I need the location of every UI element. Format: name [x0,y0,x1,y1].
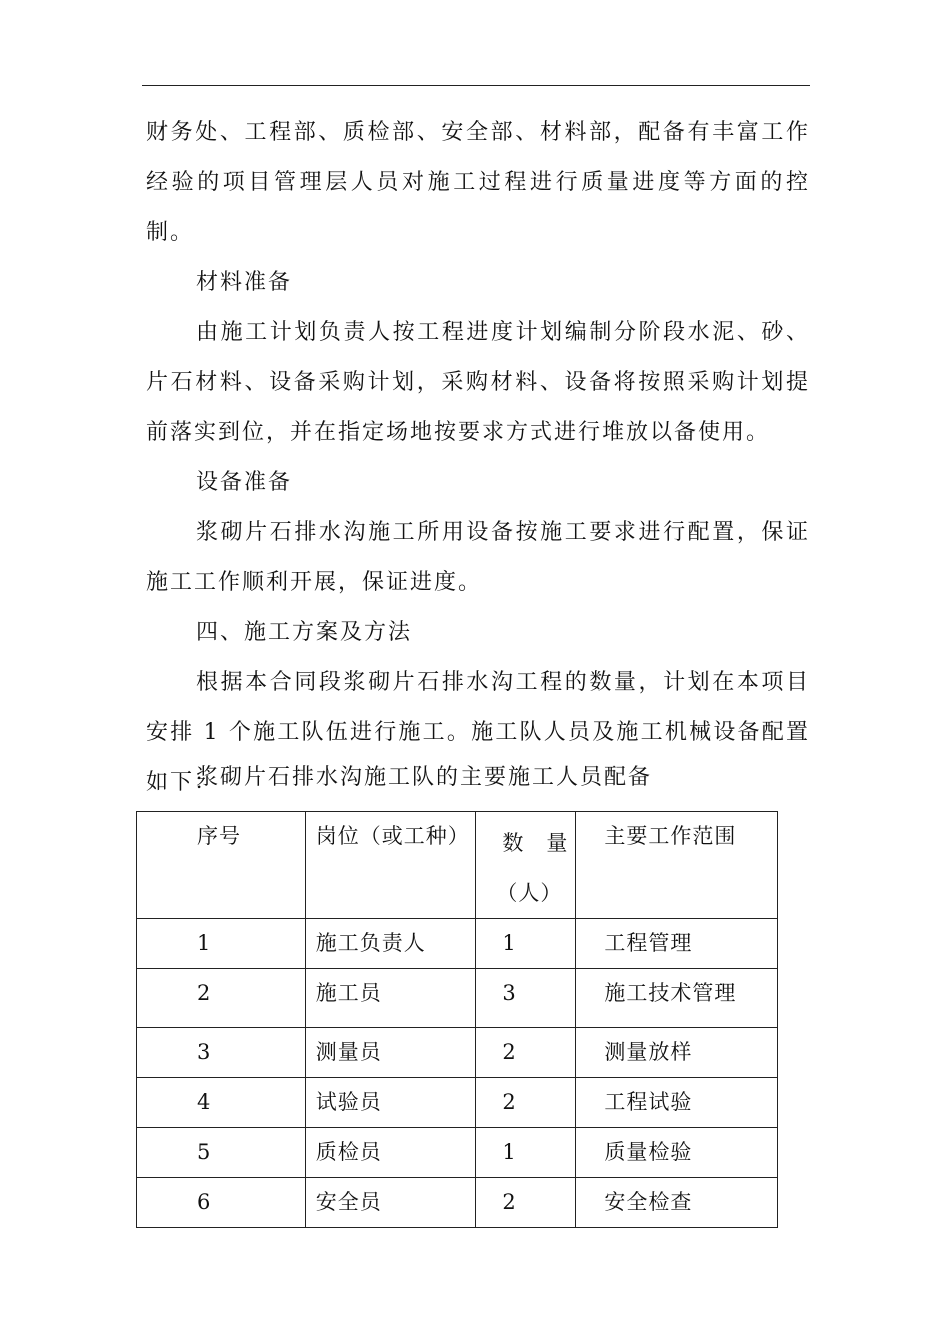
cell-qty: 2 [502,1040,517,1064]
cell-no: 5 [197,1140,212,1164]
cell-qty: 2 [502,1090,517,1114]
cell-scope: 工程试验 [604,1090,693,1114]
paragraph-org: 财务处、工程部、质检部、安全部、材料部，配备有丰富工作经验的项目管理层人员对施工过程进行质量进度等方面的控制。 [146,120,810,245]
header-cell-no: 序号 [137,812,306,919]
cell-post: 质检员 [315,1140,382,1164]
paragraph-material-prep: 由施工计划负责人按工程进度计划编制分阶段水泥、砂、片石材料、设备采购计划，采购材料、设备将按照采购计划提前落实到位，并在指定场地按要求方式进行堆放以备使用。 [146,320,810,445]
paragraph-construction-plan: 根据本合同段浆砌片石排水沟工程的数量，计划在本项目安排 1 个施工队伍进行施工。施工队人员及施工机械设备配置如下： [146,670,810,795]
heading-equipment-prep: 设备准备 [196,470,293,495]
cell-qty: 3 [502,981,517,1005]
cell-scope: 安全检查 [604,1190,693,1214]
heading-section-4: 四、施工方案及方法 [196,620,413,645]
staff-table [136,811,778,1228]
cell-post: 测量员 [315,1040,382,1064]
cell-no: 3 [197,1040,212,1064]
table-row [137,969,778,1028]
header-cell-post: 岗位（或工种） [305,812,476,919]
table-row [137,1028,778,1078]
cell-post: 试验员 [315,1090,382,1114]
paragraph-equipment-prep: 浆砌片石排水沟施工所用设备按施工要求进行配置，保证施工工作顺利开展，保证进度。 [146,520,810,595]
header-qty-label: 数 量 [502,831,569,855]
cell-scope: 施工技术管理 [604,981,737,1005]
header-cell-scope: 主要工作范围 [576,812,778,919]
heading-material-prep: 材料准备 [196,270,293,295]
table-row [137,1178,778,1228]
table-row [137,919,778,969]
cell-no: 6 [197,1190,212,1214]
cell-post: 施工员 [315,981,382,1005]
cell-qty: 1 [502,1140,517,1164]
header-cell-qty [476,812,576,919]
table-header-row [137,812,778,919]
cell-qty: 2 [502,1190,517,1214]
table-row [137,1078,778,1128]
cell-post: 施工负责人 [315,931,426,955]
header-rule [142,85,810,86]
body-text [146,108,810,808]
cell-qty: 1 [502,931,517,955]
cell-scope: 质量检验 [604,1140,693,1164]
cell-no: 2 [197,981,212,1005]
cell-scope: 工程管理 [604,931,693,955]
cell-post: 安全员 [315,1190,382,1214]
cell-no: 4 [197,1090,212,1114]
cell-no: 1 [197,931,212,955]
header-qty-unit: （人） [496,881,563,905]
cell-scope: 测量放样 [604,1040,693,1064]
table-row [137,1128,778,1178]
table-title: 浆砌片石排水沟施工队的主要施工人员配备 [196,765,653,790]
